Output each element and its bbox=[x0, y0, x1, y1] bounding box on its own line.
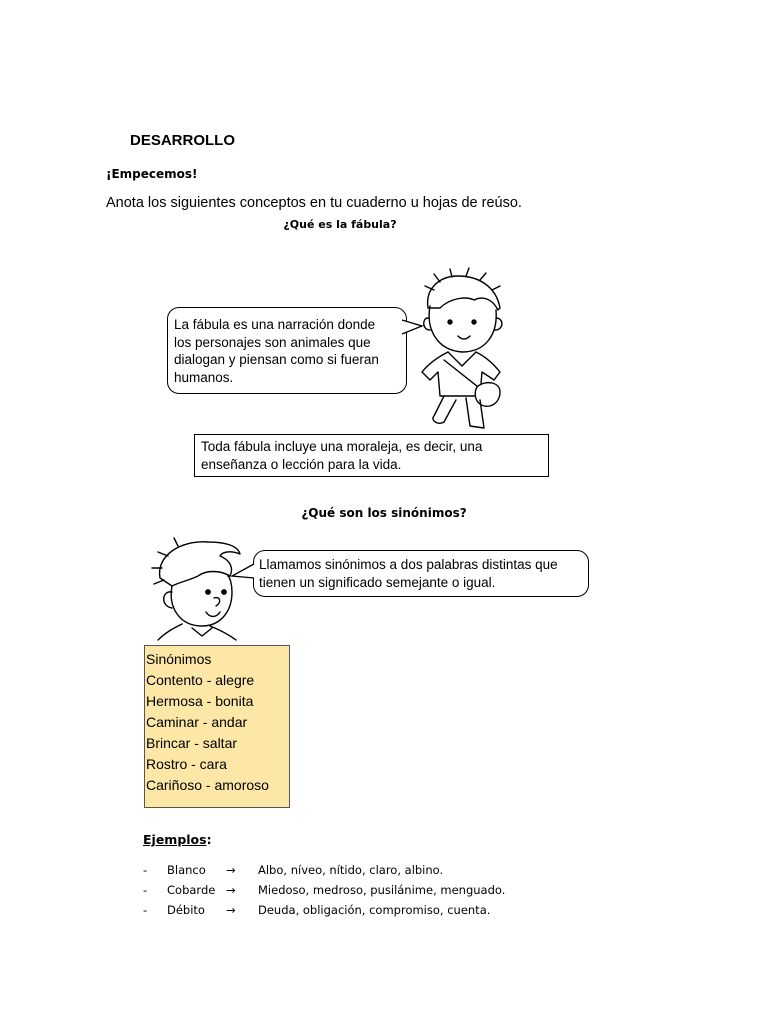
examples-label-text: Ejemplos bbox=[143, 832, 207, 847]
fable-definition-line: humanos. bbox=[174, 369, 234, 385]
example-meaning: Miedoso, medroso, pusilánime, menguado. bbox=[258, 883, 506, 897]
synonym-pair: Brincar - saltar bbox=[146, 735, 238, 751]
fable-question: ¿Qué es la fábula? bbox=[283, 218, 397, 231]
synonym-pair: Cariñoso - amoroso bbox=[146, 777, 269, 793]
arrow-icon: → bbox=[226, 903, 236, 917]
example-dash: - bbox=[143, 863, 148, 877]
boy-walking-icon bbox=[400, 268, 530, 433]
examples-colon: : bbox=[206, 832, 212, 847]
synonyms-box bbox=[144, 645, 290, 808]
arrow-icon: → bbox=[226, 883, 236, 897]
fable-moral-box bbox=[194, 434, 549, 477]
boy-thinking-icon bbox=[150, 536, 260, 640]
synonym-pair: Rostro - cara bbox=[146, 756, 227, 772]
fable-definition-line: La fábula es una narración donde bbox=[174, 317, 376, 332]
example-row bbox=[143, 863, 643, 883]
synonym-pair: Hermosa - bonita bbox=[146, 693, 254, 709]
start-label: ¡Empecemos! bbox=[106, 167, 198, 181]
examples-label bbox=[143, 832, 212, 847]
synonyms-definition-line: Llamamos sinónimos a dos palabras distintas que bbox=[259, 557, 558, 572]
fable-moral-line: Toda fábula incluye una moraleja, es decir, una bbox=[201, 439, 483, 454]
synonyms-question: ¿Qué son los sinónimos? bbox=[301, 506, 467, 520]
arrow-icon: → bbox=[226, 863, 236, 877]
bubble-tail-shape bbox=[232, 564, 256, 584]
synonyms-definition-line: tienen un significado semejante o igual. bbox=[259, 574, 496, 590]
bubble-tail-shape bbox=[402, 318, 426, 338]
example-meaning: Albo, níveo, nítido, claro, albino. bbox=[258, 863, 444, 877]
example-word: Blanco bbox=[167, 863, 206, 877]
example-row bbox=[143, 883, 643, 903]
example-row bbox=[143, 903, 643, 923]
synonyms-box-title: Sinónimos bbox=[146, 651, 212, 667]
example-word: Débito bbox=[167, 903, 205, 917]
synonym-pair: Caminar - andar bbox=[146, 714, 248, 730]
synonym-pair: Contento - alegre bbox=[146, 672, 255, 688]
fable-definition-line: dialogan y piensan como si fueran bbox=[174, 352, 379, 367]
synonyms-definition-bubble bbox=[253, 550, 589, 597]
example-dash: - bbox=[143, 883, 148, 897]
example-word: Cobarde bbox=[167, 883, 216, 897]
instruction-text: Anota los siguientes conceptos en tu cuaderno u hojas de reúso. bbox=[106, 195, 522, 211]
section-title: DESARROLLO bbox=[130, 132, 235, 149]
fable-definition-bubble bbox=[167, 307, 407, 394]
example-meaning: Deuda, obligación, compromiso, cuenta. bbox=[258, 903, 491, 917]
fable-definition-line: los personajes son animales que bbox=[174, 334, 371, 350]
example-dash: - bbox=[143, 903, 148, 917]
fable-moral-line: enseñanza o lección para la vida. bbox=[201, 457, 402, 472]
